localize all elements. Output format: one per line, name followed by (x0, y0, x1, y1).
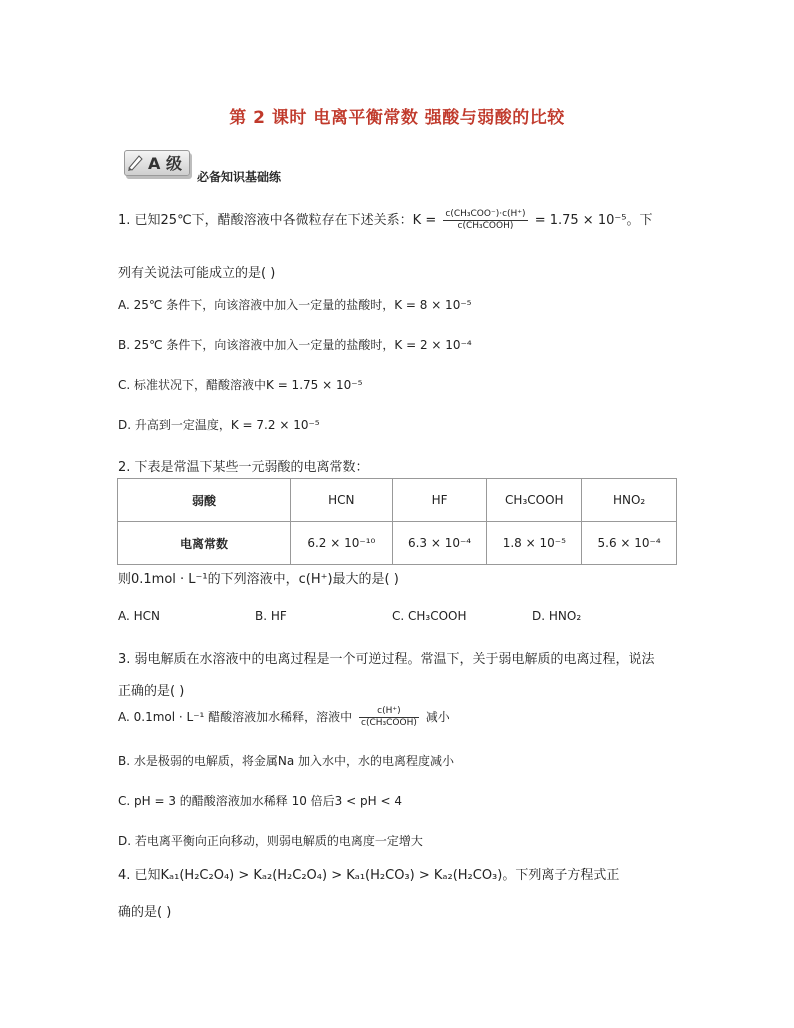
level-badge (120, 148, 192, 178)
q3-option-a-end: 减小 (425, 710, 450, 724)
q1-option-d: D. 升高到一定温度，K = 7.2 × 10⁻⁵ (118, 418, 320, 432)
pencil-icon (126, 152, 146, 172)
q2-question: 则0.1mol · L⁻¹的下列溶液中，c(H⁺)最大的是( ) (118, 572, 399, 587)
q1-option-a: A. 25℃ 条件下，向该溶液中加入一定量的盐酸时，K = 8 × 10⁻⁵ (118, 298, 472, 312)
q1-fraction-numerator: c(CH₃COO⁻)·c(H⁺) (445, 209, 526, 219)
table-cell: HCN (291, 479, 393, 522)
q1-stem-part-b: = 1.75 × 10⁻⁵。下 (534, 213, 653, 228)
table-cell: 5.6 × 10⁻⁴ (582, 522, 677, 565)
q3-stem-line1: 3. 弱电解质在水溶液中的电离过程是一个可逆过程。常温下，关于弱电解质的电离过程，说法 (118, 652, 655, 667)
q2-option-a: A. HCN (118, 609, 161, 623)
q3-option-b: B. 水是极弱的电解质，将金属Na 加入水中，水的电离程度减小 (118, 754, 455, 768)
table-row (118, 479, 677, 522)
q2-option-d: D. HNO₂ (532, 609, 582, 623)
table-cell: 电离常数 (118, 522, 291, 565)
q2-option-b: B. HF (255, 609, 287, 623)
ionization-constant-table (117, 478, 677, 565)
table-cell: 1.8 × 10⁻⁵ (487, 522, 582, 565)
q3-option-a-text: A. 0.1mol · L⁻¹ 醋酸溶液加水稀释，溶液中 (118, 710, 353, 724)
q1-option-b: B. 25℃ 条件下，向该溶液中加入一定量的盐酸时，K = 2 × 10⁻⁴ (118, 338, 472, 352)
q3-option-d: D. 若电离平衡向正向移动，则弱电解质的电离度一定增大 (118, 834, 423, 848)
q4-stem-line2: 确的是( ) (118, 905, 172, 920)
q3-fraction-denominator: c(CH₃COOH) (361, 718, 417, 728)
q3-option-c: C. pH = 3 的醋酸溶液加水稀释 10 倍后3 < pH < 4 (118, 794, 402, 808)
q1-stem-part-a: 1. 已知25℃下，醋酸溶液中各微粒存在下述关系：K = (118, 213, 437, 228)
table-row (118, 522, 677, 565)
q1-fraction-denominator: c(CH₃COOH) (457, 221, 514, 231)
q3-fraction (359, 706, 419, 729)
table-cell: HNO₂ (582, 479, 677, 522)
q1-stem-line2: 列有关说法可能成立的是( ) (118, 266, 276, 281)
q2-stem: 2. 下表是常温下某些一元弱酸的电离常数： (118, 460, 369, 475)
q4-stem-line1: 4. 已知Kₐ₁(H₂C₂O₄) > Kₐ₂(H₂C₂O₄) > Kₐ₁(H₂CO₃) > Kₐ₂(H₂CO₃)。下列离子方程式正 (118, 868, 620, 883)
table-cell: 6.2 × 10⁻¹⁰ (291, 522, 393, 565)
table-cell: 弱酸 (118, 479, 291, 522)
q1-fraction (443, 209, 527, 232)
q1-option-c: C. 标准状况下，醋酸溶液中K = 1.75 × 10⁻⁵ (118, 378, 363, 392)
section-subtitle: 必备知识基础练 (197, 170, 282, 184)
q1-stem-line1 (118, 209, 652, 232)
badge-label: A 级 (148, 154, 182, 173)
q2-option-c: C. CH₃COOH (392, 609, 467, 623)
q3-option-a (118, 706, 450, 729)
q3-fraction-numerator: c(H⁺) (359, 706, 419, 718)
table-cell: HF (392, 479, 487, 522)
page-title: 第 2 课时 电离平衡常数 强酸与弱酸的比较 (229, 108, 565, 128)
q3-stem-line2: 正确的是( ) (118, 684, 185, 699)
table-cell: 6.3 × 10⁻⁴ (392, 522, 487, 565)
table-cell: CH₃COOH (487, 479, 582, 522)
